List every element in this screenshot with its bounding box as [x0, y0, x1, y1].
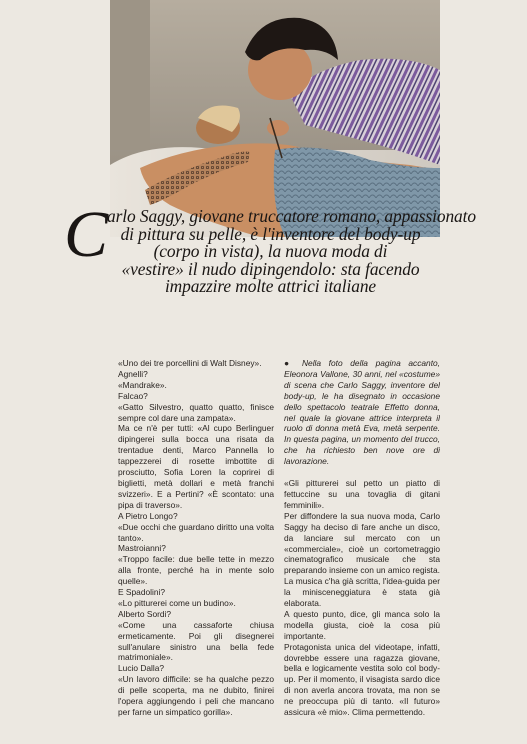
bullet-icon: ● — [284, 358, 295, 368]
paragraph: «Gatto Silvestro, quatto quatto, finisce sempre col dare una zampata». — [118, 401, 274, 423]
paragraph: Agnelli? — [118, 368, 148, 379]
headline-line: arlo Saggy, giovane truccatore romano, appassionato — [107, 206, 476, 226]
paragraph: A questo punto, dice, gli manca solo la modella giusta, cioè la cosa più importante. — [284, 608, 440, 641]
paragraph: Mastroianni? — [118, 543, 166, 554]
paragraph: A Pietro Longo? — [118, 510, 178, 521]
article-column-left — [118, 358, 274, 744]
paragraph: Protagonista unica del videotape, infatti, dovrebbe essere una ragazza giovane, bella e logicamente vestita solo col body-up. Per il momento, il visagista sardo dice di non averla ancora trovata, ma non se ne preoccupa più di tanto. «Il futuro» assicura «è mio». Clima permettendo. — [284, 641, 440, 718]
headline-line: «vestire» il nudo dipingendolo: sta facendo — [121, 258, 420, 279]
drop-cap: C — [64, 198, 109, 271]
paragraph: Falcao? — [118, 390, 148, 401]
caption-text: Nella foto della pagina accanto, Eleonora Vallone, 30 anni, nel «costume» di scena che Carlo Saggy, inventore del body-up, le ha disegnato in occasione dello spettacolo teatrale Effetto donna, nel quale la giovane attrice interpreta il ruolo di donna metà Eva, metà serpente. In questa pagina, un momento del trucco, che ha richiesto ben nove ore di lavorazione. — [284, 358, 440, 467]
paragraph: E Spadolini? — [118, 587, 166, 598]
paragraph: «Lo pitturerei come un budino». — [118, 597, 236, 608]
article-column-right — [284, 358, 440, 744]
paragraph: Alberto Sordi? — [118, 608, 172, 619]
headline-line: (corpo in vista), la nuova moda di — [153, 241, 388, 262]
paragraph: Lucio Dalla? — [118, 663, 165, 674]
paragraph: Per diffondere la sua nuova moda, Carlo Saggy ha deciso di fare anche un disco, da lanciare sul mercato con un «commerciale», cioè un cortometraggio cinematografico musicale che sta preparando insieme con un amico regista. La musica c'ha già scritta, l'idea-guida per la minisceneggiatura è stata già elaborata. — [284, 510, 440, 609]
paragraph: «Mandrake». — [118, 379, 167, 390]
photo-caption — [284, 358, 440, 467]
paragraph: Ma ce n'è per tutti: «Al cupo Berlinguer dipingerei sulla bocca una risata da trentadue denti, Marco Pannella lo tappezzerei di rosette imbottite di prosciutto, Sofia Loren la coprirei di biglietti, metà dollari e metà franchi svizzeri». E a Pertini? «È scontato: una pipa di traverso». — [118, 423, 274, 510]
spacer — [284, 467, 440, 478]
paragraph: «Un lavoro difficile: se ha qualche pezzo di pelle scoperta, ma ne dubito, finirei l'opera aggiungendo i peli che mancano per farne un simpatico gorilla». — [118, 674, 274, 717]
photo-illustration — [110, 0, 440, 237]
headline — [48, 208, 493, 296]
paragraph: «Due occhi che guardano diritto una volta tanto». — [118, 521, 274, 543]
headline-line: impazzire molte attrici italiane — [164, 276, 377, 297]
headline-line: di pittura su pelle, è l'inventore del body-up — [120, 223, 421, 244]
makeup-artist-photo — [110, 0, 440, 237]
paragraph: «Uno dei tre porcellini di Walt Disney». — [118, 358, 262, 368]
paragraph: «Gli pitturerei sul petto un piatto di fettuccine su una tovaglia di gitani femminili». — [284, 478, 440, 510]
paragraph: «Come una cassaforte chiusa ermeticamente. Poi gli disegnerei sull'anulare sinistro una bella fede matrimoniale». — [118, 619, 274, 663]
paragraph: «Troppo facile: due belle tette in mezzo alla fronte, perché ha in mente solo quelle». — [118, 554, 274, 587]
